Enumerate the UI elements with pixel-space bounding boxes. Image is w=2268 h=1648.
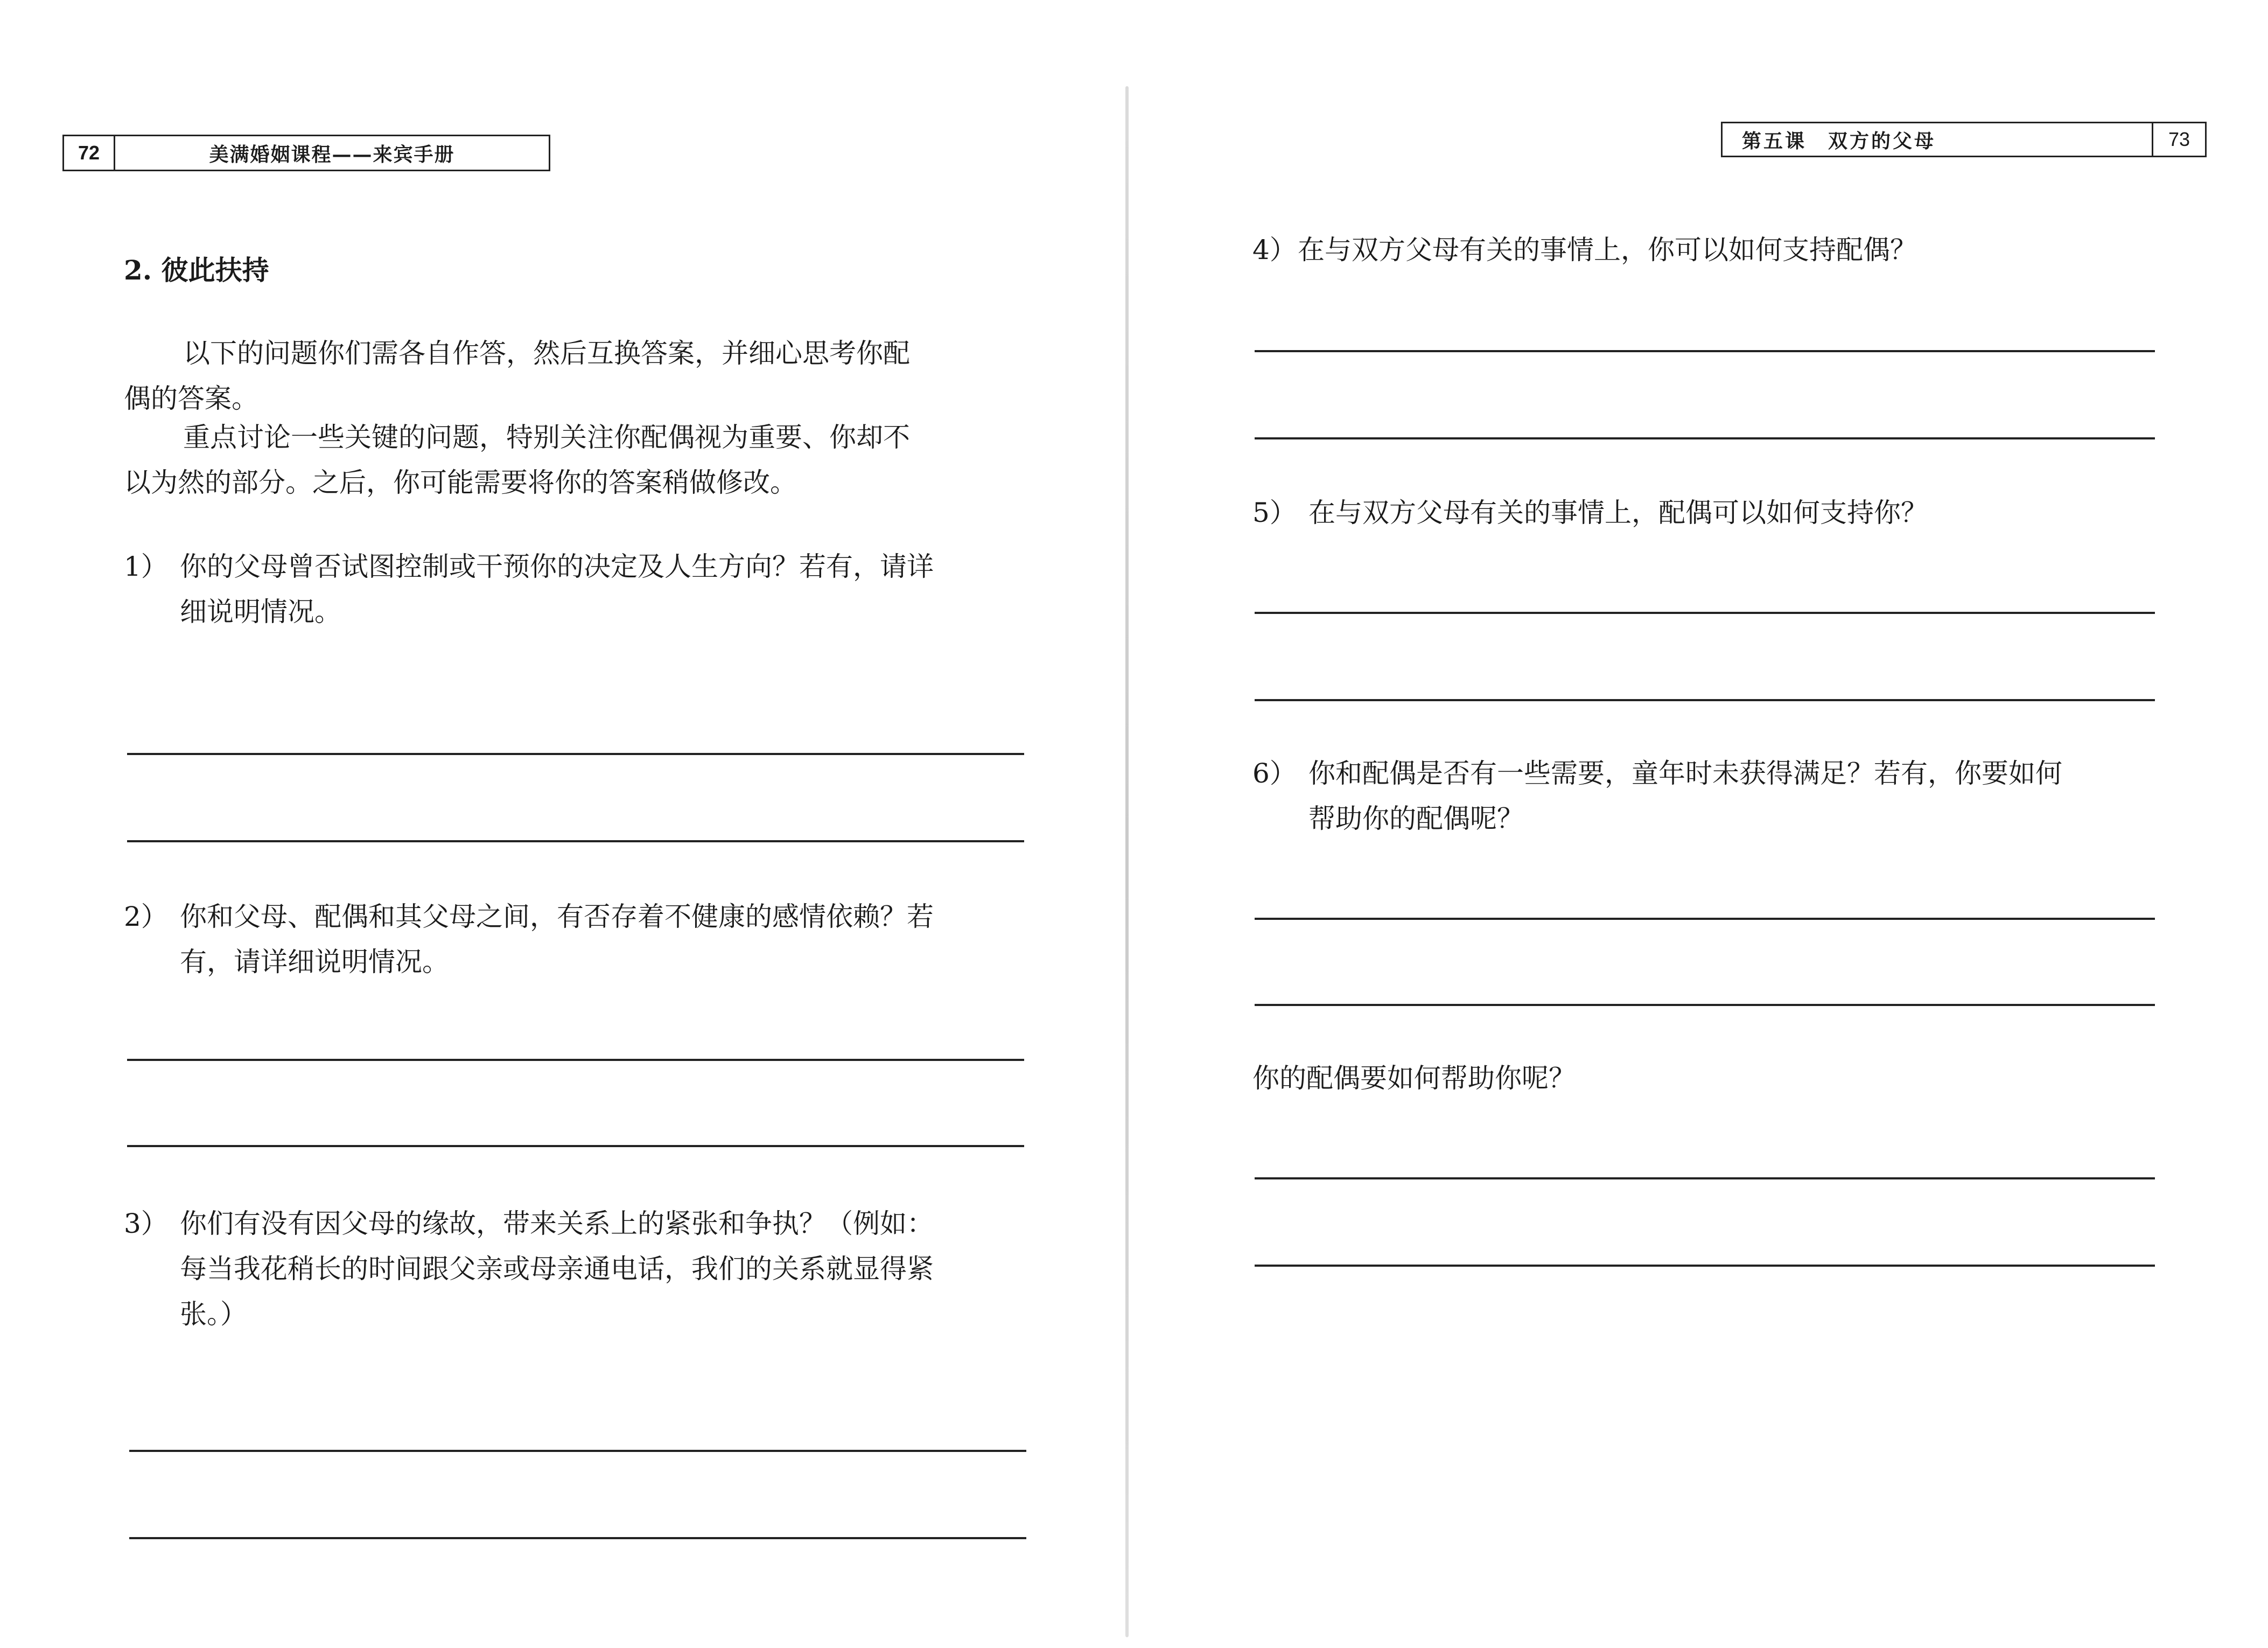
question-2-line-2: 有，请详细说明情况。 [180, 946, 449, 977]
left-page-header [62, 135, 550, 171]
question-1-line-1: 你的父母曾否试图控制或干预你的决定及人生方向？若有，请详 [180, 551, 934, 582]
question-1 [124, 544, 1039, 641]
intro-paragraph-2-line-1: 重点讨论一些关键的问题，特别关注你配偶视为重要、你却不 [183, 422, 910, 453]
question-6 [1252, 751, 2168, 848]
question-4-number: 4） [1252, 234, 1297, 266]
right-running-title: 第五课 双方的父母 [1742, 129, 1936, 152]
intro-paragraph-1-line-1: 以下的问题你们需各自作答，然后互换答案，并细心思考你配 [183, 338, 910, 369]
question-2-number: 2） [124, 901, 168, 932]
right-page-number: 73 [2152, 123, 2205, 156]
question-2 [124, 894, 1039, 991]
answer-line-1a[interactable] [127, 753, 1024, 755]
answer-line-4a[interactable] [1255, 350, 2155, 352]
question-3-line-1: 你们有没有因父母的缘故，带来关系上的紧张和争执？（例如： [180, 1208, 934, 1239]
answer-line-6a[interactable] [1255, 918, 2155, 920]
answer-line-7a[interactable] [1255, 1177, 2155, 1179]
answer-line-2a[interactable] [127, 1059, 1024, 1061]
question-3-line-3: 张。） [180, 1298, 247, 1330]
right-page-header [1721, 122, 2207, 157]
question-4 [1252, 227, 2168, 276]
section-title: 2. 彼此扶持 [124, 254, 269, 286]
answer-line-5b[interactable] [1255, 699, 2155, 701]
answer-line-3b[interactable] [129, 1537, 1026, 1539]
question-6-line-1: 你和配偶是否有一些需要，童年时未获得满足？若有，你要如何 [1308, 758, 2062, 789]
answer-line-2b[interactable] [127, 1145, 1024, 1147]
left-running-title: 美满婚姻课程——来宾手册 [209, 143, 455, 166]
question-6-number: 6） [1252, 758, 1297, 789]
answer-line-3a[interactable] [129, 1450, 1026, 1452]
question-7-line-1: 你的配偶要如何帮助你呢？ [1252, 1063, 1576, 1094]
question-3-line-2: 每当我花稍长的时间跟父亲或母亲通电话，我们的关系就显得紧 [180, 1253, 934, 1284]
question-6-line-2: 帮助你的配偶呢？ [1308, 803, 1524, 834]
left-page-number: 72 [64, 136, 115, 170]
intro-paragraph-2-line-2: 以为然的部分。之后，你可能需要将你的答案稍做修改。 [124, 467, 797, 498]
answer-line-5a[interactable] [1255, 612, 2155, 614]
question-1-number: 1） [124, 551, 168, 582]
answer-line-1b[interactable] [127, 840, 1024, 842]
question-5-number: 5） [1252, 497, 1297, 528]
question-5 [1252, 490, 2168, 539]
answer-line-6b[interactable] [1255, 1004, 2155, 1006]
intro-paragraph-1-line-2: 偶的答案。 [124, 383, 258, 414]
answer-line-7b[interactable] [1255, 1265, 2155, 1267]
answer-line-4b[interactable] [1255, 437, 2155, 439]
question-3 [124, 1201, 1039, 1341]
book-gutter [1125, 86, 1129, 1637]
question-4-line-1: 在与双方父母有关的事情上，你可以如何支持配偶？ [1298, 234, 1917, 266]
question-1-line-2: 细说明情况。 [180, 596, 341, 627]
question-2-line-1: 你和父母、配偶和其父母之间，有否存着不健康的感情依赖？若 [180, 901, 934, 932]
question-5-line-1: 在与双方父母有关的事情上，配偶可以如何支持你？ [1308, 497, 1928, 528]
question-7 [1252, 1056, 2168, 1104]
question-3-number: 3） [124, 1208, 168, 1239]
